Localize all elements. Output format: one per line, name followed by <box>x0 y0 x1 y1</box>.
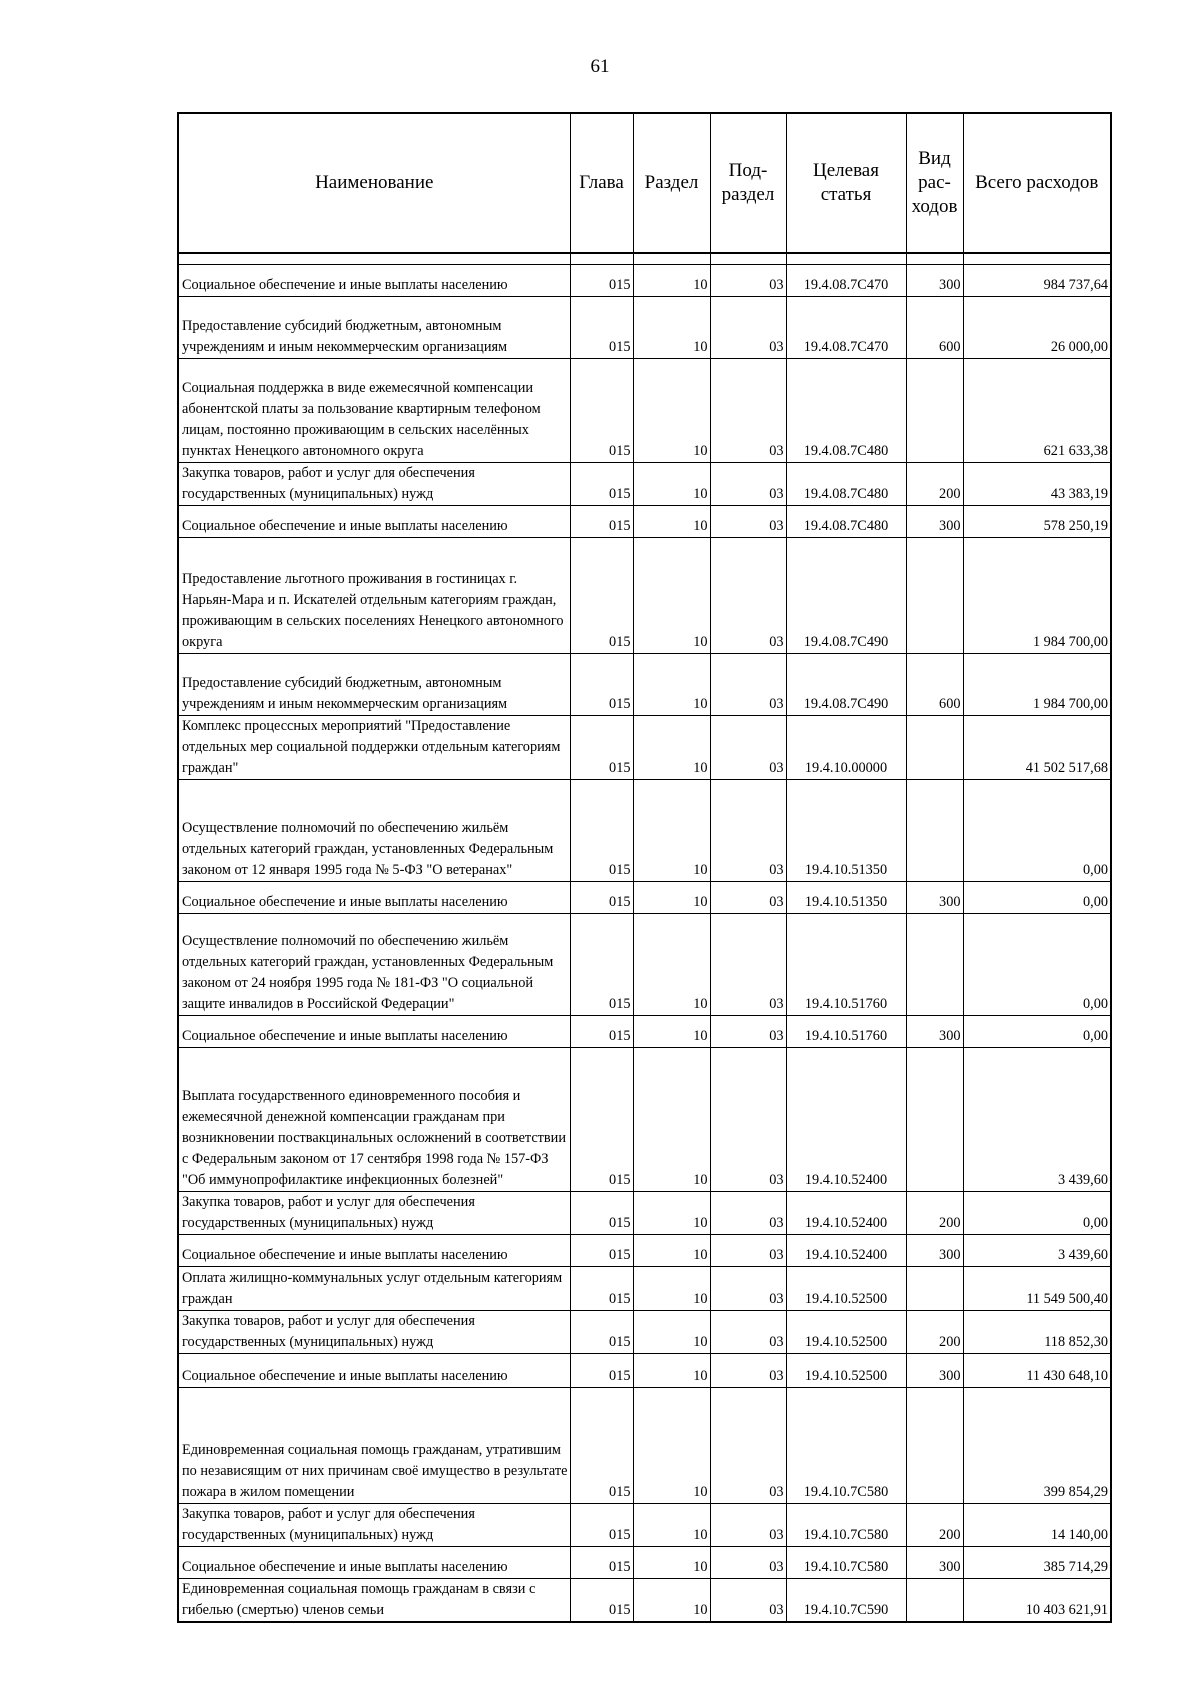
cell-total: 399 854,29 <box>963 1388 1111 1504</box>
cell-glava: 015 <box>570 506 633 538</box>
cell-podrazdel: 03 <box>710 1311 786 1354</box>
table-row <box>178 1311 1111 1354</box>
cell-razdel: 10 <box>633 882 710 914</box>
cell-podrazdel: 03 <box>710 506 786 538</box>
cell-glava: 015 <box>570 1579 633 1623</box>
cell-statya: 19.4.08.7С480 <box>786 506 906 538</box>
cell-vid <box>906 1579 963 1623</box>
cell-name: Социальное обеспечение и иные выплаты населению <box>178 1354 570 1388</box>
spacer-cell <box>570 253 633 265</box>
cell-razdel: 10 <box>633 463 710 506</box>
table-row <box>178 1192 1111 1235</box>
cell-vid <box>906 780 963 882</box>
cell-glava: 015 <box>570 1235 633 1267</box>
cell-podrazdel: 03 <box>710 780 786 882</box>
cell-statya: 19.4.08.7С480 <box>786 359 906 463</box>
cell-glava: 015 <box>570 359 633 463</box>
cell-total: 0,00 <box>963 780 1111 882</box>
cell-total: 0,00 <box>963 1192 1111 1235</box>
header-razdel: Раздел <box>633 113 710 253</box>
cell-razdel: 10 <box>633 1048 710 1192</box>
page-number: 61 <box>590 56 610 77</box>
cell-podrazdel: 03 <box>710 538 786 654</box>
cell-name: Предоставление субсидий бюджетным, автономным учреждениям и иным некоммерческим организациям <box>178 297 570 359</box>
header-podrazdel: Под- раздел <box>710 113 786 253</box>
spacer-cell <box>786 253 906 265</box>
cell-vid: 300 <box>906 1016 963 1048</box>
cell-total: 621 633,38 <box>963 359 1111 463</box>
cell-glava: 015 <box>570 1388 633 1504</box>
cell-podrazdel: 03 <box>710 1192 786 1235</box>
cell-total: 578 250,19 <box>963 506 1111 538</box>
cell-podrazdel: 03 <box>710 359 786 463</box>
table-row <box>178 882 1111 914</box>
table-row <box>178 780 1111 882</box>
cell-name: Единовременная социальная помощь гражданам в связи с гибелью (смертью) членов семьи <box>178 1579 570 1623</box>
cell-vid: 300 <box>906 1235 963 1267</box>
cell-total: 3 439,60 <box>963 1235 1111 1267</box>
table-row <box>178 265 1111 297</box>
cell-name: Выплата государственного единовременного пособия и ежемесячной денежной компенсации гражданам при возникновении поствакцинальных осложнений в соответствии с Федеральным законом от 17 сентября 1998 года № 157-ФЗ "Об иммунопрофилактике инфекционных болезней" <box>178 1048 570 1192</box>
header-row <box>178 113 1111 253</box>
cell-total: 26 000,00 <box>963 297 1111 359</box>
cell-vid <box>906 1388 963 1504</box>
cell-statya: 19.4.10.51350 <box>786 780 906 882</box>
cell-razdel: 10 <box>633 1547 710 1579</box>
table-row <box>178 654 1111 716</box>
cell-vid: 300 <box>906 265 963 297</box>
cell-total: 3 439,60 <box>963 1048 1111 1192</box>
cell-total: 0,00 <box>963 882 1111 914</box>
header-statya: Целевая статья <box>786 113 906 253</box>
cell-razdel: 10 <box>633 1354 710 1388</box>
cell-razdel: 10 <box>633 780 710 882</box>
cell-razdel: 10 <box>633 1192 710 1235</box>
cell-razdel: 10 <box>633 654 710 716</box>
cell-total: 11 549 500,40 <box>963 1267 1111 1311</box>
cell-statya: 19.4.08.7С470 <box>786 297 906 359</box>
cell-name: Закупка товаров, работ и услуг для обеспечения государственных (муниципальных) нужд <box>178 1504 570 1547</box>
cell-name: Закупка товаров, работ и услуг для обеспечения государственных (муниципальных) нужд <box>178 1192 570 1235</box>
cell-glava: 015 <box>570 538 633 654</box>
cell-podrazdel: 03 <box>710 1579 786 1623</box>
table-row <box>178 1579 1111 1623</box>
cell-razdel: 10 <box>633 1504 710 1547</box>
cell-podrazdel: 03 <box>710 1267 786 1311</box>
budget-table <box>177 112 1112 1623</box>
table-row <box>178 1267 1111 1311</box>
cell-razdel: 10 <box>633 265 710 297</box>
cell-glava: 015 <box>570 914 633 1016</box>
cell-total: 43 383,19 <box>963 463 1111 506</box>
table-row <box>178 1235 1111 1267</box>
cell-vid <box>906 1267 963 1311</box>
table-row <box>178 1354 1111 1388</box>
cell-vid <box>906 538 963 654</box>
cell-vid: 600 <box>906 654 963 716</box>
cell-podrazdel: 03 <box>710 914 786 1016</box>
cell-razdel: 10 <box>633 359 710 463</box>
cell-name: Оплата жилищно-коммунальных услуг отдельным категориям граждан <box>178 1267 570 1311</box>
cell-vid: 200 <box>906 1504 963 1547</box>
cell-razdel: 10 <box>633 1579 710 1623</box>
cell-razdel: 10 <box>633 716 710 780</box>
header-total: Всего расходов <box>963 113 1111 253</box>
cell-total: 385 714,29 <box>963 1547 1111 1579</box>
cell-glava: 015 <box>570 716 633 780</box>
cell-statya: 19.4.08.7С480 <box>786 463 906 506</box>
table-row <box>178 1547 1111 1579</box>
spacer-cell <box>633 253 710 265</box>
cell-razdel: 10 <box>633 1311 710 1354</box>
cell-name: Закупка товаров, работ и услуг для обеспечения государственных (муниципальных) нужд <box>178 1311 570 1354</box>
cell-podrazdel: 03 <box>710 654 786 716</box>
cell-razdel: 10 <box>633 914 710 1016</box>
table-row <box>178 463 1111 506</box>
cell-name: Осуществление полномочий по обеспечению жильём отдельных категорий граждан, установленных Федеральным законом от 12 января 1995 года № 5-ФЗ "О ветеранах" <box>178 780 570 882</box>
cell-name: Социальное обеспечение и иные выплаты населению <box>178 506 570 538</box>
cell-vid <box>906 359 963 463</box>
cell-vid <box>906 914 963 1016</box>
cell-podrazdel: 03 <box>710 297 786 359</box>
cell-razdel: 10 <box>633 538 710 654</box>
cell-razdel: 10 <box>633 1016 710 1048</box>
cell-name: Социальное обеспечение и иные выплаты населению <box>178 1016 570 1048</box>
cell-name: Социальное обеспечение и иные выплаты населению <box>178 265 570 297</box>
cell-name: Социальное обеспечение и иные выплаты населению <box>178 882 570 914</box>
cell-name: Социальная поддержка в виде ежемесячной компенсации абонентской платы за пользование квартирным телефоном лицам, постоянно проживающим в сельских населённых пунктах Ненецкого автономного округа <box>178 359 570 463</box>
cell-statya: 19.4.10.7С580 <box>786 1547 906 1579</box>
cell-statya: 19.4.10.7С580 <box>786 1504 906 1547</box>
cell-statya: 19.4.10.52400 <box>786 1192 906 1235</box>
cell-glava: 015 <box>570 1048 633 1192</box>
cell-vid: 300 <box>906 882 963 914</box>
cell-name: Осуществление полномочий по обеспечению жильём отдельных категорий граждан, установленных Федеральным законом от 24 ноября 1995 года № 181-ФЗ "О социальной защите инвалидов в Российской Федерации" <box>178 914 570 1016</box>
cell-glava: 015 <box>570 1192 633 1235</box>
cell-vid: 200 <box>906 463 963 506</box>
cell-razdel: 10 <box>633 1267 710 1311</box>
cell-vid: 200 <box>906 1192 963 1235</box>
cell-name: Предоставление субсидий бюджетным, автономным учреждениям и иным некоммерческим организациям <box>178 654 570 716</box>
cell-glava: 015 <box>570 1311 633 1354</box>
cell-total: 118 852,30 <box>963 1311 1111 1354</box>
cell-statya: 19.4.10.52400 <box>786 1235 906 1267</box>
table-row <box>178 506 1111 538</box>
cell-glava: 015 <box>570 1267 633 1311</box>
cell-glava: 015 <box>570 654 633 716</box>
cell-podrazdel: 03 <box>710 1354 786 1388</box>
cell-total: 0,00 <box>963 1016 1111 1048</box>
cell-razdel: 10 <box>633 1235 710 1267</box>
cell-name: Единовременная социальная помощь гражданам, утратившим по независящим от них причинам своё имущество в результате пожара в жилом помещении <box>178 1388 570 1504</box>
cell-podrazdel: 03 <box>710 1388 786 1504</box>
cell-vid: 300 <box>906 1354 963 1388</box>
cell-statya: 19.4.10.51760 <box>786 1016 906 1048</box>
cell-name: Социальное обеспечение и иные выплаты населению <box>178 1547 570 1579</box>
cell-glava: 015 <box>570 1547 633 1579</box>
cell-statya: 19.4.10.52500 <box>786 1267 906 1311</box>
cell-statya: 19.4.10.00000 <box>786 716 906 780</box>
cell-statya: 19.4.10.52500 <box>786 1311 906 1354</box>
table-body <box>178 265 1111 1623</box>
cell-name: Комплекс процессных мероприятий "Предоставление отдельных мер социальной поддержки отдельным категориям граждан" <box>178 716 570 780</box>
cell-podrazdel: 03 <box>710 1235 786 1267</box>
header-glava: Глава <box>570 113 633 253</box>
spacer-cell <box>963 253 1111 265</box>
cell-statya: 19.4.10.52500 <box>786 1354 906 1388</box>
cell-statya: 19.4.08.7С490 <box>786 538 906 654</box>
cell-total: 11 430 648,10 <box>963 1354 1111 1388</box>
cell-podrazdel: 03 <box>710 716 786 780</box>
cell-total: 984 737,64 <box>963 265 1111 297</box>
table-row <box>178 1504 1111 1547</box>
cell-statya: 19.4.08.7С490 <box>786 654 906 716</box>
table-row <box>178 297 1111 359</box>
cell-total: 41 502 517,68 <box>963 716 1111 780</box>
cell-total: 1 984 700,00 <box>963 654 1111 716</box>
table-row <box>178 1048 1111 1192</box>
cell-glava: 015 <box>570 1354 633 1388</box>
cell-statya: 19.4.08.7С470 <box>786 265 906 297</box>
cell-vid: 300 <box>906 506 963 538</box>
spacer-cell <box>178 253 570 265</box>
cell-vid: 600 <box>906 297 963 359</box>
cell-statya: 19.4.10.51350 <box>786 882 906 914</box>
header-spacer-row <box>178 253 1111 265</box>
cell-glava: 015 <box>570 265 633 297</box>
cell-razdel: 10 <box>633 297 710 359</box>
cell-podrazdel: 03 <box>710 1048 786 1192</box>
cell-podrazdel: 03 <box>710 265 786 297</box>
cell-razdel: 10 <box>633 1388 710 1504</box>
cell-razdel: 10 <box>633 506 710 538</box>
cell-name: Предоставление льготного проживания в гостиницах г. Нарьян-Мара и п. Искателей отдельным категориям граждан, проживающим в сельских поселениях Ненецкого автономного округа <box>178 538 570 654</box>
header-vid: Вид рас- ходов <box>906 113 963 253</box>
cell-glava: 015 <box>570 463 633 506</box>
cell-podrazdel: 03 <box>710 1547 786 1579</box>
cell-statya: 19.4.10.52400 <box>786 1048 906 1192</box>
table-row <box>178 716 1111 780</box>
cell-name: Закупка товаров, работ и услуг для обеспечения государственных (муниципальных) нужд <box>178 463 570 506</box>
table-row <box>178 359 1111 463</box>
spacer-cell <box>906 253 963 265</box>
cell-total: 0,00 <box>963 914 1111 1016</box>
table-row <box>178 914 1111 1016</box>
table-row <box>178 538 1111 654</box>
header-name: Наименование <box>178 113 570 253</box>
cell-vid: 300 <box>906 1547 963 1579</box>
cell-glava: 015 <box>570 882 633 914</box>
cell-total: 1 984 700,00 <box>963 538 1111 654</box>
cell-vid <box>906 716 963 780</box>
table-row <box>178 1016 1111 1048</box>
cell-glava: 015 <box>570 780 633 882</box>
cell-statya: 19.4.10.7С580 <box>786 1388 906 1504</box>
table-row <box>178 1388 1111 1504</box>
cell-podrazdel: 03 <box>710 1504 786 1547</box>
cell-statya: 19.4.10.51760 <box>786 914 906 1016</box>
cell-total: 14 140,00 <box>963 1504 1111 1547</box>
cell-vid <box>906 1048 963 1192</box>
cell-podrazdel: 03 <box>710 463 786 506</box>
cell-glava: 015 <box>570 1504 633 1547</box>
cell-podrazdel: 03 <box>710 882 786 914</box>
cell-glava: 015 <box>570 1016 633 1048</box>
cell-podrazdel: 03 <box>710 1016 786 1048</box>
cell-statya: 19.4.10.7С590 <box>786 1579 906 1623</box>
cell-name: Социальное обеспечение и иные выплаты населению <box>178 1235 570 1267</box>
cell-total: 10 403 621,91 <box>963 1579 1111 1623</box>
cell-vid: 200 <box>906 1311 963 1354</box>
spacer-cell <box>710 253 786 265</box>
cell-glava: 015 <box>570 297 633 359</box>
